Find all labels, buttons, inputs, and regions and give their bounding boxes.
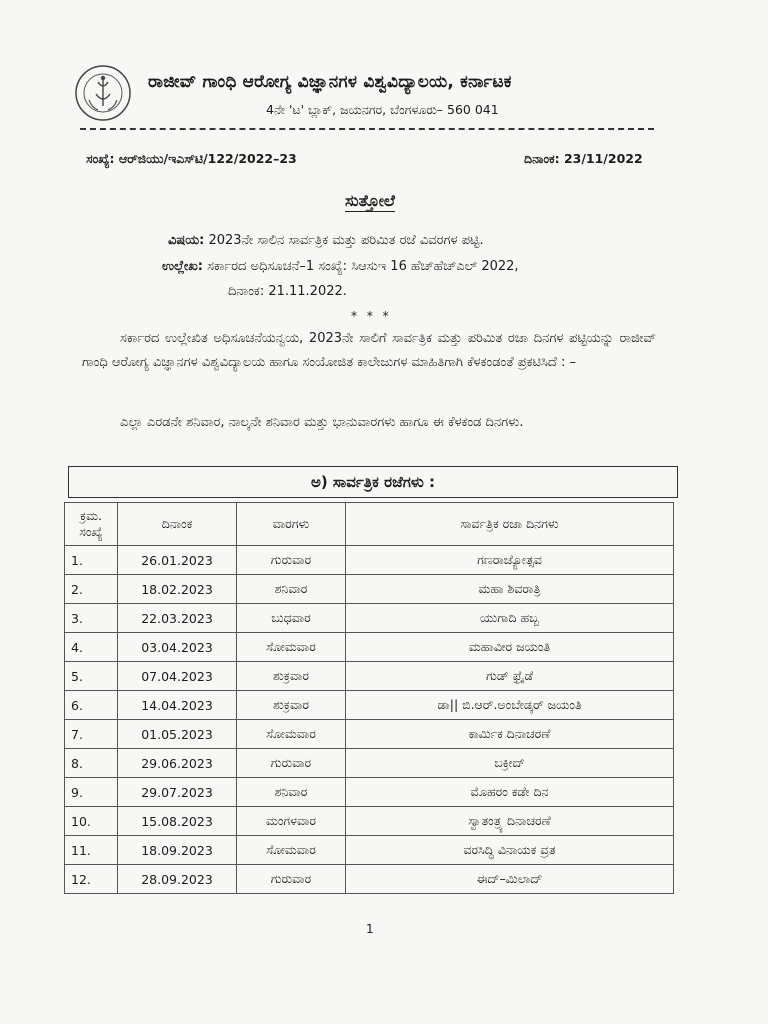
cell-holiday: ಗಣರಾಜ್ಯೋತ್ಸವ [346,546,674,575]
cell-holiday: ಗುಡ್ ಫ್ರೈಡೆ [346,662,674,691]
table-row [65,604,674,633]
cell-date: 18.02.2023 [118,575,237,604]
cell-serial: 5. [65,662,118,691]
subject-text: 2023ನೇ ಸಾಲಿನ ಸಾರ್ವತ್ರಿಕ ಮತ್ತು ಪರಿಮಿತ ರಜೆ ವಿವರಗಳ ಪಟ್ಟಿ. [204,233,484,248]
cell-date: 26.01.2023 [118,546,237,575]
cell-date: 18.09.2023 [118,836,237,865]
university-seal-icon [74,64,132,122]
cell-holiday: ಮಹಾ ಶಿವರಾತ್ರಿ [346,575,674,604]
cell-holiday: ಡಾ|| ಬಿ.ಆರ್.ಅಂಬೇಡ್ಕರ್ ಜಯಂತಿ [346,691,674,720]
issue-date: ದಿನಾಂಕ: 23/11/2022 [524,151,643,166]
body-paragraph-2: ಎಲ್ಲಾ ಎರಡನೇ ಶನಿವಾರ, ನಾಲ್ಕನೇ ಶನಿವಾರ ಮತ್ತು ಭಾನುವಾರಗಳು ಹಾಗೂ ಈ ಕೆಳಕಂಡ ದಿನಗಳು. [120,415,524,430]
university-address: 4ನೇ 'ಟ' ಬ್ಲಾಕ್, ಜಯನಗರ, ಬೆಂಗಳೂರು– 560 041 [266,102,499,117]
cell-holiday: ಬಕ್ರೀದ್ [346,749,674,778]
cell-serial: 2. [65,575,118,604]
table-row [65,836,674,865]
cell-serial: 10. [65,807,118,836]
cell-holiday: ಈದ್–ಮಿಲಾದ್ [346,865,674,894]
reference-label: ಉಲ್ಲೇಖ: [162,259,203,274]
cell-holiday: ಯುಗಾದಿ ಹಬ್ಬ [346,604,674,633]
reference-line [162,259,519,274]
cell-weekday: ಮಂಗಳವಾರ [237,807,346,836]
table-row [65,807,674,836]
cell-holiday: ಸ್ವಾತಂತ್ರ್ಯ ದಿನಾಚರಣೆ [346,807,674,836]
cell-holiday: ಮಹಾವೀರ ಜಯಂತಿ [346,633,674,662]
cell-date: 28.09.2023 [118,865,237,894]
reference-text: ಸರ್ಕಾರದ ಅಧಿಸೂಚನೆ–1 ಸಂಖ್ಯೆ: ಸಿಆಸುಇ 16 ಹೆಚ್‌ಹೆಚ್‌ಎಲ್ 2022, [202,259,519,274]
table-row [65,633,674,662]
cell-date: 01.05.2023 [118,720,237,749]
cell-serial: 4. [65,633,118,662]
table-row [65,546,674,575]
table-row [65,691,674,720]
column-header-serial: ಕ್ರಮ. ಸಂಖ್ಯೆ [65,503,118,546]
cell-serial: 12. [65,865,118,894]
cell-serial: 11. [65,836,118,865]
column-header-date: ದಿನಾಂಕ [118,503,237,546]
circular-title [0,191,740,211]
cell-weekday: ಶುಕ್ರವಾರ [237,662,346,691]
cell-serial: 7. [65,720,118,749]
table-row [65,865,674,894]
cell-serial: 6. [65,691,118,720]
column-header-weekday: ವಾರಗಳು [237,503,346,546]
cell-date: 29.06.2023 [118,749,237,778]
cell-weekday: ಶನಿವಾರ [237,575,346,604]
cell-weekday: ಸೋಮವಾರ [237,633,346,662]
table-body [65,546,674,894]
cell-holiday: ವರಸಿದ್ಧಿ ವಿನಾಯಕ ವ್ರತ [346,836,674,865]
subject-label: ವಿಷಯ: [168,233,205,248]
page-number: 1 [366,922,374,936]
university-name: ರಾಜೀವ್ ಗಾಂಧಿ ಆರೋಗ್ಯ ವಿಜ್ಞಾನಗಳ ವಿಶ್ವವಿದ್ಯಾಲಯ, ಕರ್ನಾಟಕ [148,72,512,92]
subject-line [168,233,484,248]
table-row [65,720,674,749]
cell-weekday: ಶುಕ್ರವಾರ [237,691,346,720]
cell-weekday: ಗುರುವಾರ [237,749,346,778]
table-row [65,749,674,778]
column-header-holiday: ಸಾರ್ವತ್ರಿಕ ರಜಾ ದಿನಗಳು [346,503,674,546]
cell-date: 15.08.2023 [118,807,237,836]
cell-holiday: ಮೊಹರಂ ಕಡೇ ದಿನ [346,778,674,807]
cell-date: 22.03.2023 [118,604,237,633]
header-divider [80,128,654,130]
holiday-table-section [64,466,674,894]
cell-weekday: ಗುರುವಾರ [237,865,346,894]
cell-serial: 3. [65,604,118,633]
cell-serial: 9. [65,778,118,807]
cell-weekday: ಸೋಮವಾರ [237,720,346,749]
section-separator: * * * [351,309,392,323]
table-heading: ಅ) ಸಾರ್ವತ್ರಿಕ ರಜೆಗಳು : [68,466,678,498]
cell-weekday: ಬುಧವಾರ [237,604,346,633]
cell-weekday: ಸೋಮವಾರ [237,836,346,865]
reference-date: ದಿನಾಂಕ: 21.11.2022. [228,284,347,299]
table-row [65,662,674,691]
table-header-row [65,503,674,546]
cell-date: 07.04.2023 [118,662,237,691]
reference-number: ಸಂಖ್ಯೆ: ಆರ್‌ಜಿಯು/ಇಎಸ್‌ಟಿ/122/2022–23 [86,151,297,166]
table-row [65,778,674,807]
cell-holiday: ಕಾರ್ಮಿಕ ದಿನಾಚರಣೆ [346,720,674,749]
cell-serial: 1. [65,546,118,575]
cell-weekday: ಶನಿವಾರ [237,778,346,807]
body-paragraph-1: ಸರ್ಕಾರದ ಉಲ್ಲೇಖಿತ ಅಧಿಸೂಚನೆಯನ್ವಯ, 2023ನೇ ಸಾಲಿಗೆ ಸಾರ್ವತ್ರಿಕ ಮತ್ತು ಪರಿಮಿತ ರಜಾ ದಿನಗಳ ಪಟ್ಟಿಯನ್ನು ರಾಜೀವ್ ಗಾಂಧಿ ಆರೋಗ್ಯ ವಿಜ್ಞಾನಗಳ ವಿಶ್ವವಿದ್ಯಾಲಯ ಹಾಗೂ ಸಂಯೋಜಿತ ಕಾಲೇಜುಗಳ ಮಾಹಿತಿಗಾಗಿ ಕೆಳಕಂಡಂತೆ ಪ್ರಕಟಿಸಿದೆ : – [82,331,656,370]
cell-weekday: ಗುರುವಾರ [237,546,346,575]
cell-date: 29.07.2023 [118,778,237,807]
holiday-table [64,502,674,894]
circular-title-text: ಸುತ್ತೋಲೆ [345,191,395,210]
cell-date: 03.04.2023 [118,633,237,662]
cell-date: 14.04.2023 [118,691,237,720]
cell-serial: 8. [65,749,118,778]
table-row [65,575,674,604]
